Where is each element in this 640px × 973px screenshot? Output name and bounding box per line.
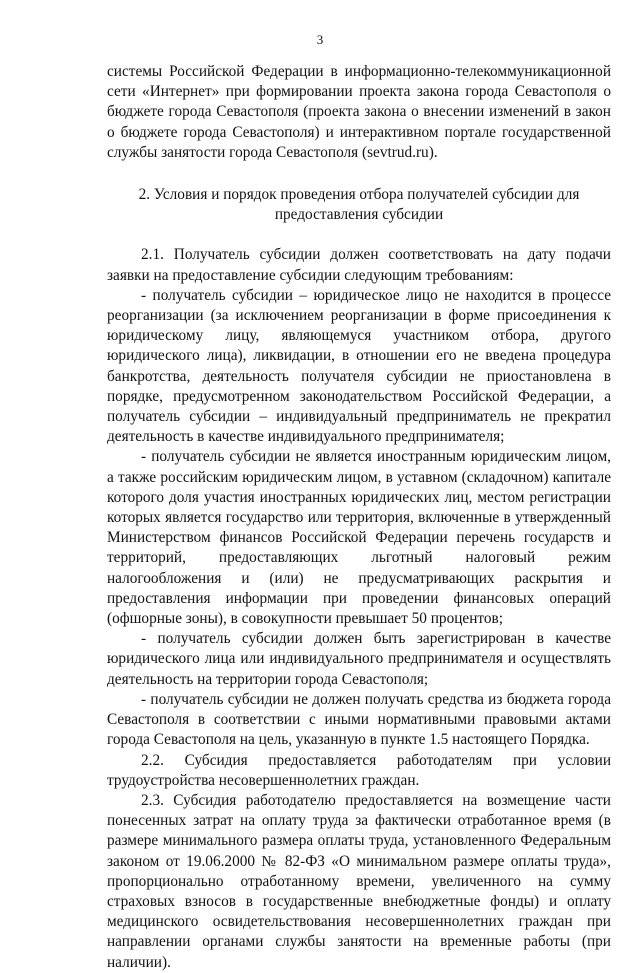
- requirement-item-2: - получатель субсидии не является иностранным юридическим лицом, а также российским юридическим лицом, в уставном (складочном) капитале которого доля участия иностранных юридических лиц, местом регистрации которых является государство или территория, включенные в утвержденный Министерством финансов Российской Федерации перечень государств и территорий, предоставляющих льготный налоговый режим налогообложения и (или) не предусматривающих раскрытия и предоставления информации при проведении финансовых операций (офшорные зоны), в совокупности превышает 50 процентов;: [107, 448, 611, 628]
- requirement-item-4: - получатель субсидии не должен получать средства из бюджета города Севастополя в соответствии с иными нормативными правовыми актами города Севастополя на цель, указанную в пункте 1.5 настоящего Порядка.: [107, 690, 611, 749]
- page-number: 3: [316, 32, 324, 47]
- paragraph-2-1: 2.1. Получатель субсидии должен соответствовать на дату подачи заявки на предоставление субсидии следующим требованиям:: [107, 246, 611, 284]
- document-body: [107, 62, 611, 973]
- intro-paragraph: системы Российской Федерации в информационно-телекоммуникационной сети «Интернет» при формировании проекта закона города Севастополя о бюджете города Севастополя (проекта закона о внесении изменений в закон о бюджете города Севастополя) и интерактивном портале государственной службы занятости города Севастополя (sevtrud.ru).: [107, 63, 611, 161]
- paragraph-2-2: 2.2. Субсидия предоставляется работодателям при условии трудоустройства несовершеннолетних граждан.: [107, 751, 611, 789]
- paragraph-2-3: 2.3. Субсидия работодателю предоставляется на возмещение части понесенных затрат на оплату труда за фактически отработанное время (в размере минимального размера оплаты труда, установленного Федеральным законом от 19.06.2000 № 82-ФЗ «О минимальном размере оплаты труда», пропорционально отработанному времени, увеличенного на сумму страховых взносов в государственные внебюджетные фонды) и оплату медицинского освидетельствования несовершеннолетних граждан при направлении органами службы занятости на временные работы (при наличии).: [107, 791, 611, 971]
- requirement-item-1: - получатель субсидии – юридическое лицо не находится в процессе реорганизации (за исключением реорганизации в форме присоединения к юридическому лицу, являющемуся участником отбора, другого юридического лица), ликвидации, в отношении его не введена процедура банкротства, деятельность получателя субсидии не приостановлена в порядке, предусмотренном законодательством Российской Федерации, а получатель субсидии – индивидуальный предприниматель не прекратил деятельность в качестве индивидуального предпринимателя;: [107, 286, 611, 446]
- requirement-item-3: - получатель субсидии должен быть зарегистрирован в качестве юридического лица или индивидуального предпринимателя и осуществлять деятельность на территории города Севастополя;: [107, 630, 611, 688]
- section-heading: 2. Условия и порядок проведения отбора получателей субсидии для предоставления субсидии: [138, 186, 580, 224]
